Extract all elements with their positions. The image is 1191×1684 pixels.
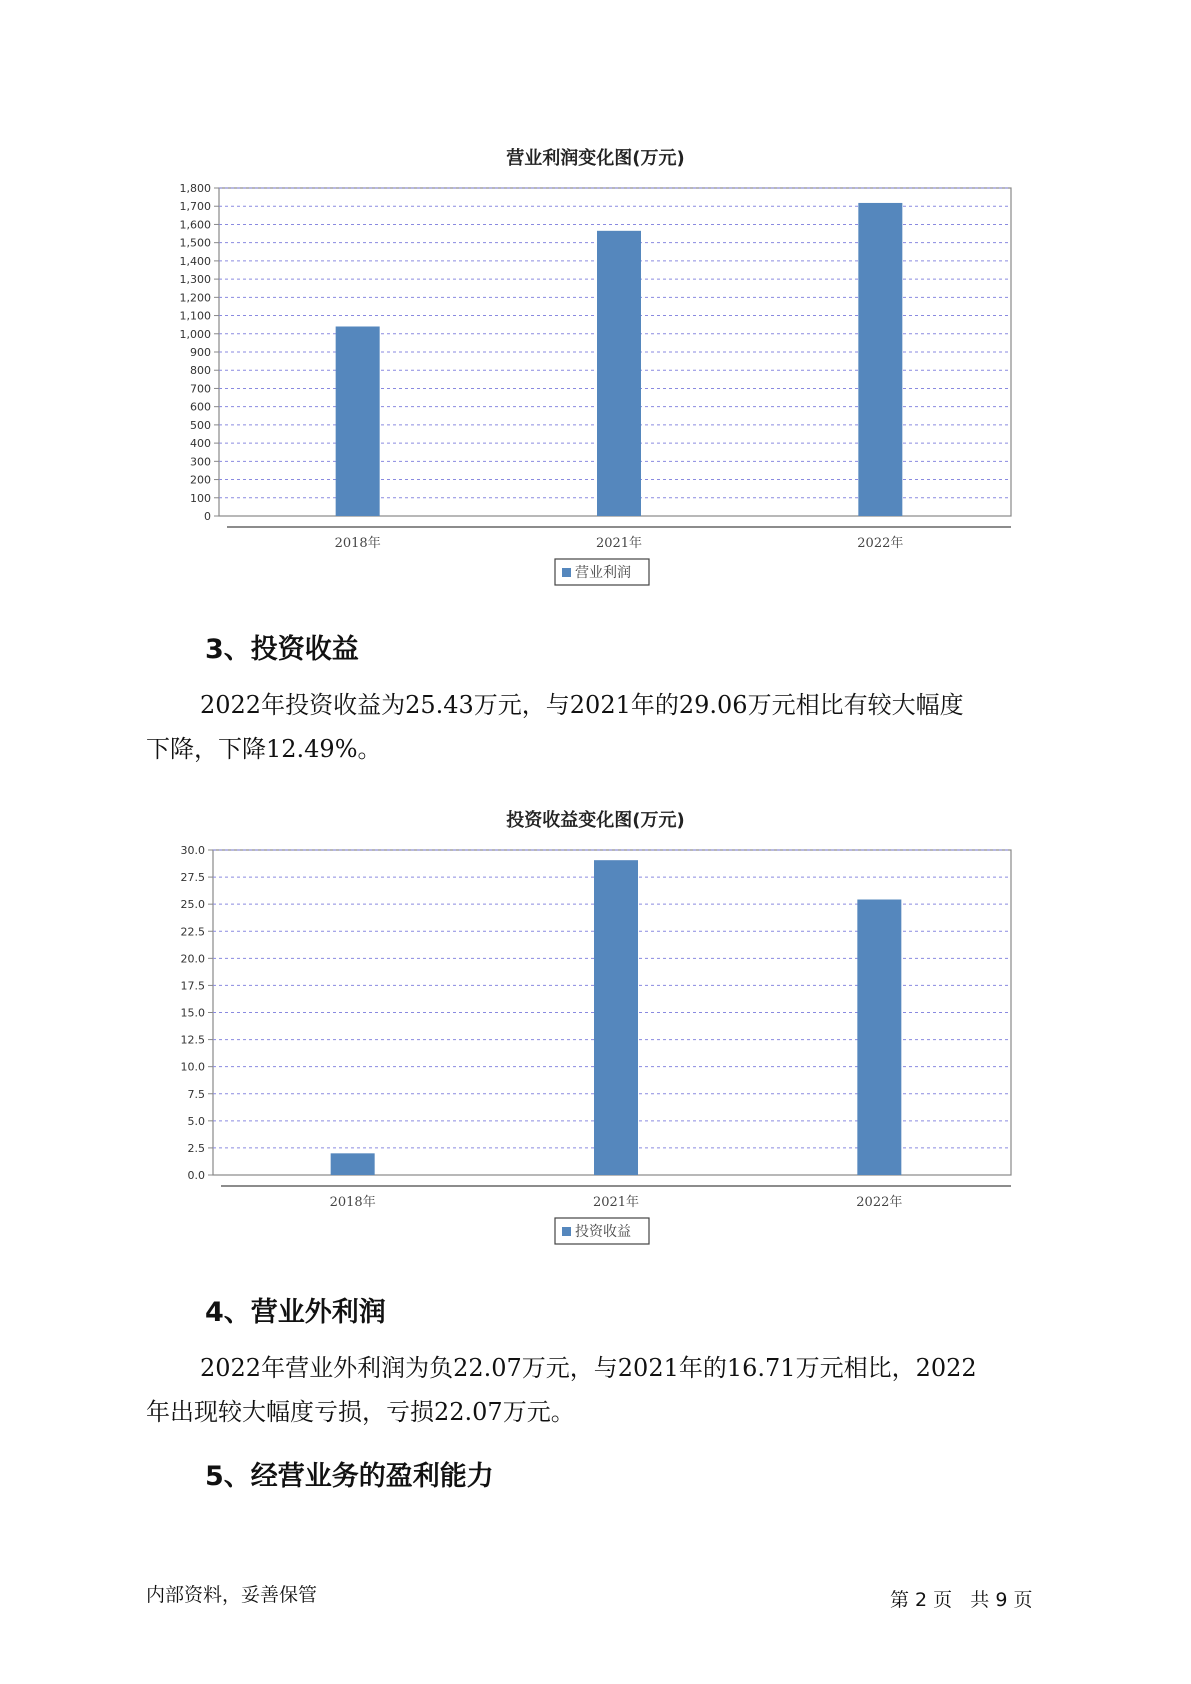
paragraph-line: 2022年投资收益为25.43万元，与2021年的29.06万元相比有较大幅度	[200, 691, 964, 719]
paragraph-line: 年出现较大幅度亏损，亏损22.07万元。	[146, 1398, 575, 1426]
section-heading-investment-income: 3、投资收益	[205, 634, 359, 665]
legend-swatch	[562, 568, 571, 577]
y-tick-label: 1,500	[179, 236, 211, 250]
bar	[594, 860, 638, 1175]
y-tick-label: 7.5	[187, 1087, 205, 1101]
chart-title-operating-profit: 营业利润变化图(万元)	[506, 148, 685, 169]
chart-title-investment-income: 投资收益变化图(万元)	[506, 810, 685, 831]
x-tick-label: 2021年	[595, 536, 643, 551]
y-tick-label: 400	[190, 437, 211, 451]
legend-label: 营业利润	[575, 565, 631, 581]
paragraph-non-operating-profit	[146, 1346, 1046, 1434]
operating-profit-chart	[0, 180, 1191, 600]
x-tick-label: 2021年	[592, 1195, 640, 1210]
y-tick-label: 1,300	[179, 273, 211, 287]
x-tick-label: 2018年	[334, 536, 381, 551]
y-tick-label: 1,700	[179, 200, 211, 214]
y-tick-label: 2.5	[187, 1141, 205, 1155]
bar	[331, 1153, 375, 1175]
section-heading-business-profitability: 5、经营业务的盈利能力	[205, 1461, 494, 1492]
legend-label: 投资收益	[575, 1224, 631, 1240]
y-tick-label: 1,600	[179, 218, 211, 232]
y-tick-label: 1,100	[179, 309, 211, 323]
y-tick-label: 1,800	[179, 182, 211, 195]
y-tick-label: 900	[190, 346, 211, 359]
y-tick-label: 0.0	[187, 1169, 205, 1182]
bar	[858, 203, 902, 516]
y-tick-label: 300	[190, 455, 211, 469]
y-tick-label: 1,400	[179, 254, 211, 268]
footer-confidential-note: 内部资料，妥善保管	[146, 1584, 318, 1606]
y-tick-label: 22.5	[180, 925, 205, 939]
bar	[336, 326, 380, 516]
y-tick-label: 20.0	[180, 952, 205, 966]
y-tick-label: 25.0	[180, 898, 205, 912]
footer-page-number: 第 2 页 共 9 页	[890, 1589, 1033, 1611]
y-tick-label: 15.0	[180, 1006, 205, 1020]
investment-income-chart	[0, 840, 1191, 1260]
x-tick-label: 2022年	[857, 536, 904, 551]
y-tick-label: 1,000	[179, 327, 211, 341]
y-tick-label: 5.0	[187, 1114, 205, 1128]
legend-swatch	[562, 1227, 571, 1236]
y-tick-label: 30.0	[180, 844, 205, 857]
y-tick-label: 500	[190, 418, 211, 432]
bar	[597, 231, 641, 516]
bar	[857, 900, 901, 1175]
paragraph-investment-income	[146, 683, 1046, 771]
y-tick-label: 10.0	[180, 1060, 205, 1074]
x-tick-label: 2018年	[329, 1195, 376, 1210]
y-tick-label: 800	[190, 364, 211, 378]
y-tick-label: 100	[190, 491, 211, 505]
paragraph-line: 下降，下降12.49%。	[146, 735, 382, 763]
y-tick-label: 200	[190, 473, 211, 487]
paragraph-line: 2022年营业外利润为负22.07万元，与2021年的16.71万元相比，2022	[200, 1354, 977, 1382]
y-tick-label: 0	[204, 510, 211, 523]
y-tick-label: 27.5	[180, 871, 205, 885]
y-tick-label: 700	[190, 382, 211, 396]
y-tick-label: 1,200	[179, 291, 211, 305]
y-tick-label: 600	[190, 400, 211, 414]
y-tick-label: 12.5	[180, 1033, 205, 1047]
section-heading-non-operating-profit: 4、营业外利润	[205, 1297, 386, 1328]
y-tick-label: 17.5	[180, 979, 205, 993]
x-tick-label: 2022年	[856, 1195, 903, 1210]
